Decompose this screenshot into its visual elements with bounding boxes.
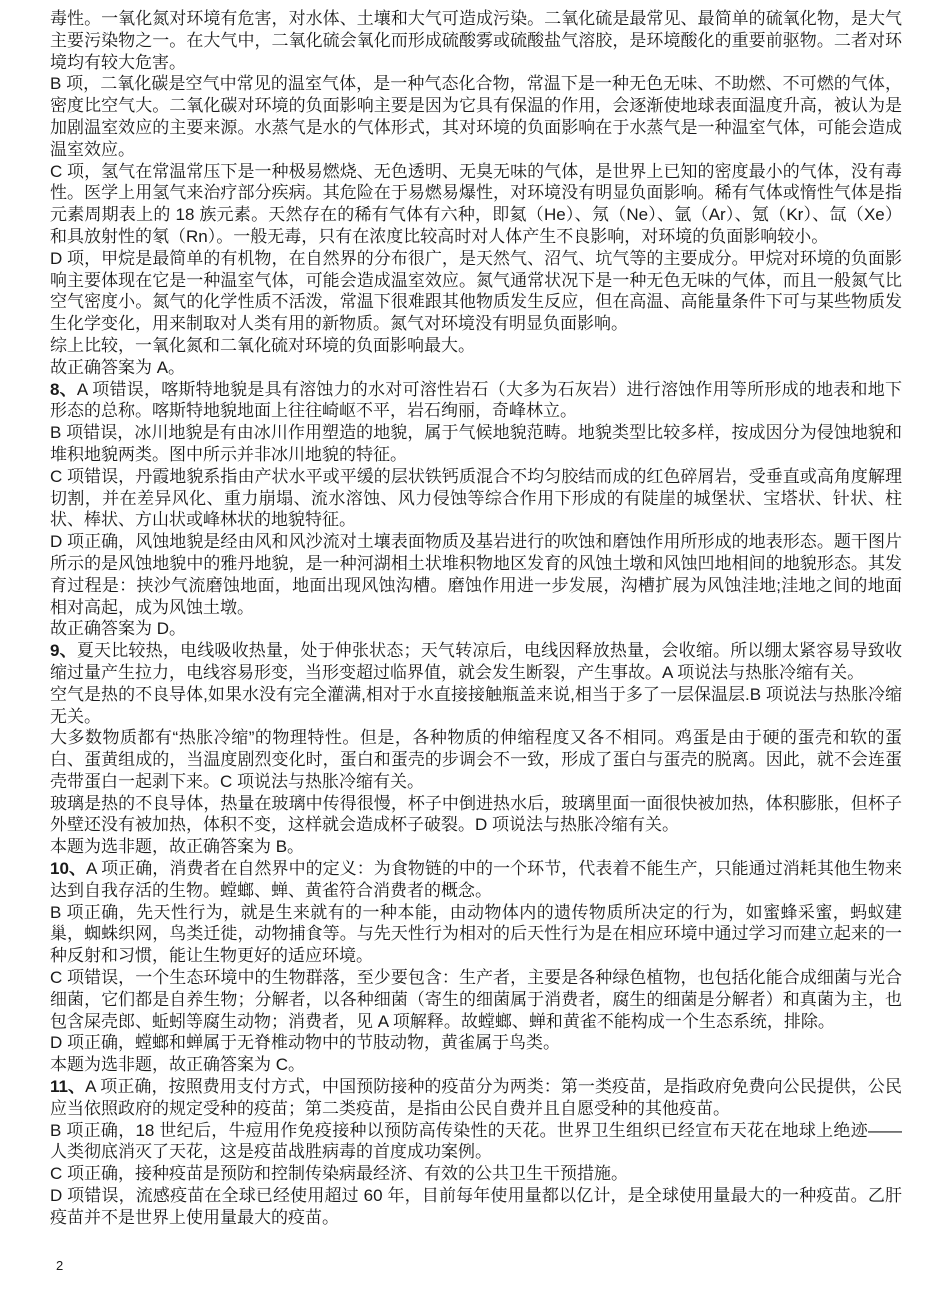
explanation-option-d: D 项，甲烷是最简单的有机物，在自然界的分布很广，是天然气、沼气、坑气等的主要成分。甲烷对环境的负面影响主要体现在它是一种温室气体，可能会造成温室效应。氮气通常状况下是一种无色无味的气体，而且一般氮气比空气密度小。氮气的化学性质不活泼，常温下很难跟其他物质发生反应，但在高温、高能量条件下可与某些物质发生化学变化，用来制取对人类有用的新物质。氮气对环境没有明显负面影响。 xyxy=(50,248,902,334)
explanation-text: A 项错误，喀斯特地貌是具有溶蚀力的水对可溶性岩石（大多为石灰岩）进行溶蚀作用等所形成的地表和地下形态的总称。喀斯特地貌地面上往往崎岖不平，岩石绚丽，奇峰林立。 xyxy=(50,379,902,421)
question-8-option-a xyxy=(50,379,902,423)
explanation-text: 夏天比较热，电线吸收热量，处于伸张状态；天气转凉后，电线因释放热量，会收缩。所以绷太紧容易导致收缩过量产生拉力，电线容易形变，当形变超过临界值，就会发生断裂，产生事故。A 项说法与热胀冷缩有关。 xyxy=(50,641,902,682)
document-body xyxy=(50,8,902,1229)
answer-line: 本题为选非题，故正确答案为 C。 xyxy=(50,1055,305,1075)
answer-line: 本题为选非题，故正确答案为 B。 xyxy=(50,837,305,857)
question-number: 10、 xyxy=(50,859,86,879)
explanation-text: A 项正确，按照费用支付方式，中国预防接种的疫苗分为两类：第一类疫苗，是指政府免费向公民提供，公民应当依照政府的规定受种的疫苗；第二类疫苗，是指由公民自费并且自愿受种的其他疫苗。 xyxy=(50,1077,902,1118)
answer-line: 故正确答案为 D。 xyxy=(50,619,186,639)
question-10-option-d: D 项正确，螳螂和蝉属于无脊椎动物中的节肢动物，黄雀属于鸟类。 xyxy=(50,1033,560,1053)
question-8-option-c: C 项错误，丹霞地貌系指由产状水平或平缓的层状铁钙质混合不均匀胶结而成的红色碎屑岩，受垂直或高角度解理切割，并在差异风化、重力崩塌、流水溶蚀、风力侵蚀等综合作用下形成的有陡崖的城堡状、宝塔状、针状、柱状、棒状、方山状或峰林状的地貌特征。 xyxy=(50,466,902,530)
question-8-option-b: B 项错误，冰川地貌是有由冰川作用塑造的地貌，属于气候地貌范畴。地貌类型比较多样，按成因分为侵蚀地貌和堆积地貌两类。图中所示并非冰川地貌的特征。 xyxy=(50,423,902,464)
question-11-option-d: D 项错误，流感疫苗在全球已经使用超过 60 年，目前每年使用量都以亿计，是全球使用量最大的一种疫苗。乙肝疫苗并不是世界上使用量最大的疫苗。 xyxy=(50,1186,902,1227)
question-11-option-b: B 项正确，18 世纪后，牛痘用作免疫接种以预防高传染性的天花。世界卫生组织已经宣布天花在地球上绝迹——人类彻底消灭了天花，这是疫苗战胜病毒的首度成功案例。 xyxy=(50,1120,902,1162)
question-10-option-c: C 项错误，一个生态环境中的生物群落，至少要包含：生产者，主要是各种绿色植物，也包括化能合成细菌与光合细菌，它们都是自养生物；分解者，以各种细菌（寄生的细菌属于消费者，腐生的细菌是分解者）和真菌为主，也包含屎壳郎、蚯蚓等腐生动物；消费者，见 A 项解释。故螳螂、蝉和黄雀不能构成一个生态系统，排除。 xyxy=(50,968,902,1031)
question-11-option-a xyxy=(50,1076,902,1120)
question-10-option-a xyxy=(50,858,902,902)
explanation-option-c: C 项，氢气在常温常压下是一种极易燃烧、无色透明、无臭无味的气体，是世界上已知的密度最小的气体，没有毒性。医学上用氢气来治疗部分疾病。其危险在于易燃易爆性，对环境没有明显负面影响。稀有气体或惰性气体是指元素周期表上的 18 族元素。天然存在的稀有气体有六种，即氦（He）、氖（Ne）、氩（Ar）、氪（Kr）、氙（Xe）和具放射性的氡（Rn）。一般无毒，只有在浓度比较高时对人体产生不良影响，对环境的负面影响较小。 xyxy=(50,161,902,246)
explanation-text: A 项正确，消费者在自然界中的定义：为食物链的中的一个环节，代表着不能生产，只能通过消耗其他生物来达到自我存活的生物。螳螂、蝉、黄雀符合消费者的概念。 xyxy=(50,859,902,900)
explanation-paragraph-continued: 毒性。一氧化氮对环境有危害，对水体、土壤和大气可造成污染。二氧化硫是最常见、最简单的硫氧化物，是大气主要污染物之一。在大气中，二氧化硫会氧化而形成硫酸雾或硫酸盐气溶胶，是环境酸化的重要前驱物。二者对环境均有较大危害。 xyxy=(50,9,902,72)
summary-line: 综上比较，一氧化氮和二氧化硫对环境的负面影响最大。 xyxy=(50,335,475,355)
question-number: 11、 xyxy=(50,1077,86,1097)
question-9-option-d: 玻璃是热的不良导体，热量在玻璃中传得很慢，杯子中倒进热水后，玻璃里面一面很快被加热，体积膨胀，但杯子外壁还没有被加热，体积不变，这样就会造成杯子破裂。D 项说法与热胀冷缩有关。 xyxy=(50,793,902,835)
question-9-option-c: 大多数物质都有“热胀冷缩”的物理特性。但是，各种物质的伸缩程度又各不相同。鸡蛋是由于硬的蛋壳和软的蛋白、蛋黄组成的，当温度剧烈变化时，蛋白和蛋壳的步调会不一致，形成了蛋白与蛋壳的脱离。因此，就不会连蛋壳带蛋白一起剥下来。C 项说法与热胀冷缩有关。 xyxy=(50,728,902,791)
question-number: 8、 xyxy=(50,379,77,399)
question-10-option-b: B 项正确，先天性行为，就是生来就有的一种本能，由动物体内的遗传物质所决定的行为，如蜜蜂采蜜，蚂蚁建巢，蜘蛛织网，鸟类迁徙，动物捕食等。与先天性行为相对的后天性行为是在相应环境中通过学习而建立起来的一种反射和习惯，能让生物更好的适应环境。 xyxy=(50,902,902,966)
question-9-option-a xyxy=(50,640,902,684)
question-number: 9、 xyxy=(50,641,77,661)
question-11-option-c: C 项正确，接种疫苗是预防和控制传染病最经济、有效的公共卫生干预措施。 xyxy=(50,1164,628,1184)
explanation-option-b: B 项，二氧化碳是空气中常见的温室气体，是一种气态化合物，常温下是一种无色无味、不助燃、不可燃的气体，密度比空气大。二氧化碳对环境的负面影响主要是因为它具有保温的作用，会逐渐使地球表面温度升高，被认为是加剧温室效应的主要来源。水蒸气是水的气体形式，其对环境的负面影响在于水蒸气是一种温室气体，可能会造成温室效应。 xyxy=(50,74,902,159)
answer-line: 故正确答案为 A。 xyxy=(50,357,186,377)
question-8-option-d: D 项正确，风蚀地貌是经由风和风沙流对土壤表面物质及基岩进行的吹蚀和磨蚀作用所形成的地表形态。题干图片所示的是风蚀地貌中的雅丹地貌，是一种河湖相土状堆积物地区发育的风蚀土墩和风蚀凹地相间的地貌形态。其发育过程是：挟沙气流磨蚀地面，地面出现风蚀沟槽。磨蚀作用进一步发展，沟槽扩展为风蚀洼地;洼地之间的地面相对高起，成为风蚀土墩。 xyxy=(50,532,902,617)
page-number: 2 xyxy=(56,1258,64,1273)
question-9-option-b: 空气是热的不良导体,如果水没有完全灌满,相对于水直接接触瓶盖来说,相当于多了一层保温层.B 项说法与热胀冷缩无关。 xyxy=(50,684,902,726)
